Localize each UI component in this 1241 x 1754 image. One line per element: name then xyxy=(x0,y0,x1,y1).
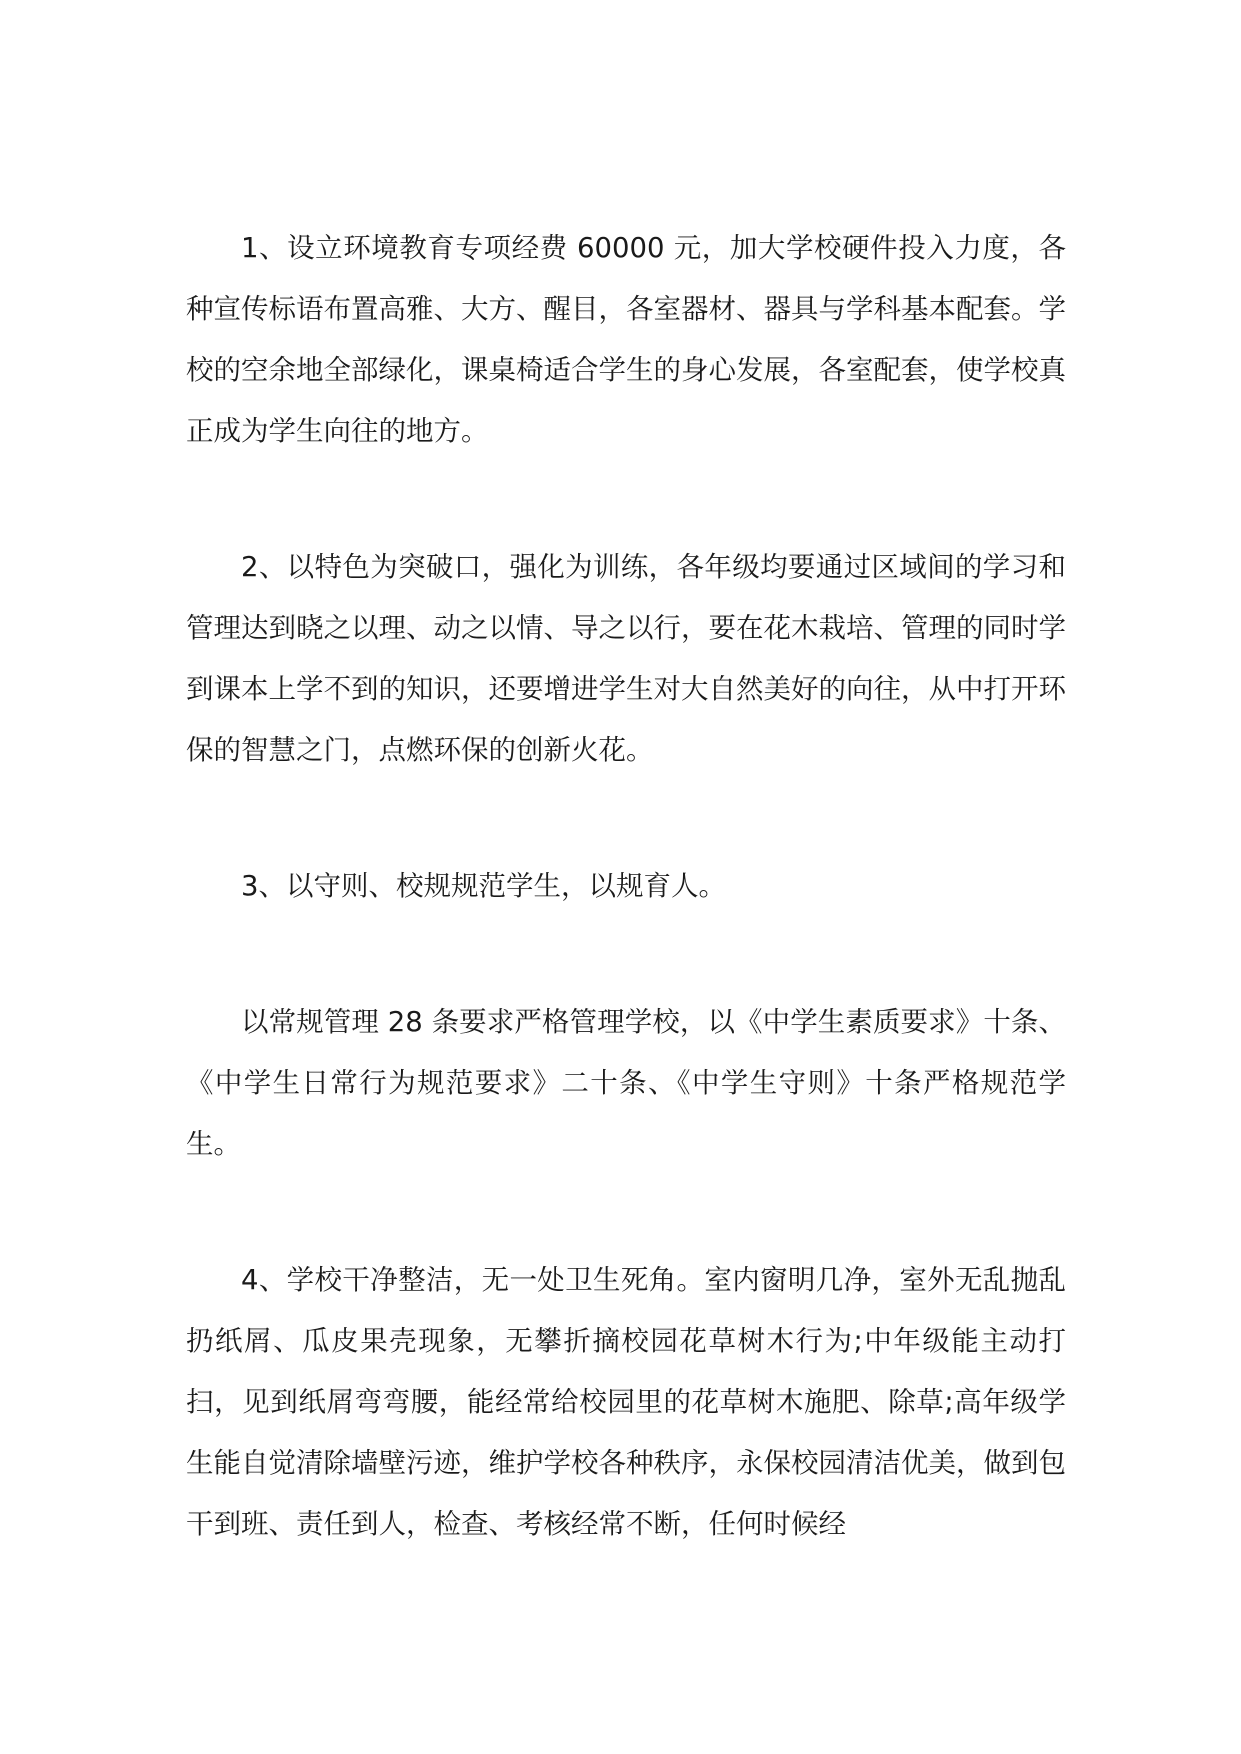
paragraph-cleanliness: 4、学校干净整洁，无一处卫生死角。室内窗明几净，室外无乱抛乱扔纸屑、瓜皮果壳现象，无攀折摘校园花草树木行为;中年级能主动打扫，见到纸屑弯弯腰，能经常给校园里的花草树木施肥、除草;高年级学生能自觉清除墙壁污迹，维护学校各种秩序，永保校园清洁优美，做到包干到班、责任到人，检查、考核经常不断，任何时候经 xyxy=(186,1264,1066,1540)
paragraph-features: 2、以特色为突破口，强化为训练，各年级均要通过区域间的学习和管理达到晓之以理、动之以情、导之以行，要在花木栽培、管理的同时学到课本上学不到的知识，还要增进学生对大自然美好的向往，从中打开环保的智慧之门，点燃环保的创新火花。 xyxy=(186,551,1066,766)
paragraph-management: 以常规管理 28 条要求严格管理学校，以《中学生素质要求》十条、《中学生日常行为规范要求》二十条、《中学生守则》十条严格规范学生。 xyxy=(186,1006,1066,1160)
paragraph-rules: 3、以守则、校规规范学生，以规育人。 xyxy=(241,870,726,902)
paragraph-funding: 1、设立环境教育专项经费 60000 元，加大学校硬件投入力度，各种宣传标语布置高雅、大方、醒目，各室器材、器具与学科基本配套。学校的空余地全部绿化，课桌椅适合学生的身心发展，各室配套，使学校真正成为学生向往的地方。 xyxy=(186,232,1066,447)
document-body xyxy=(186,218,1066,1555)
